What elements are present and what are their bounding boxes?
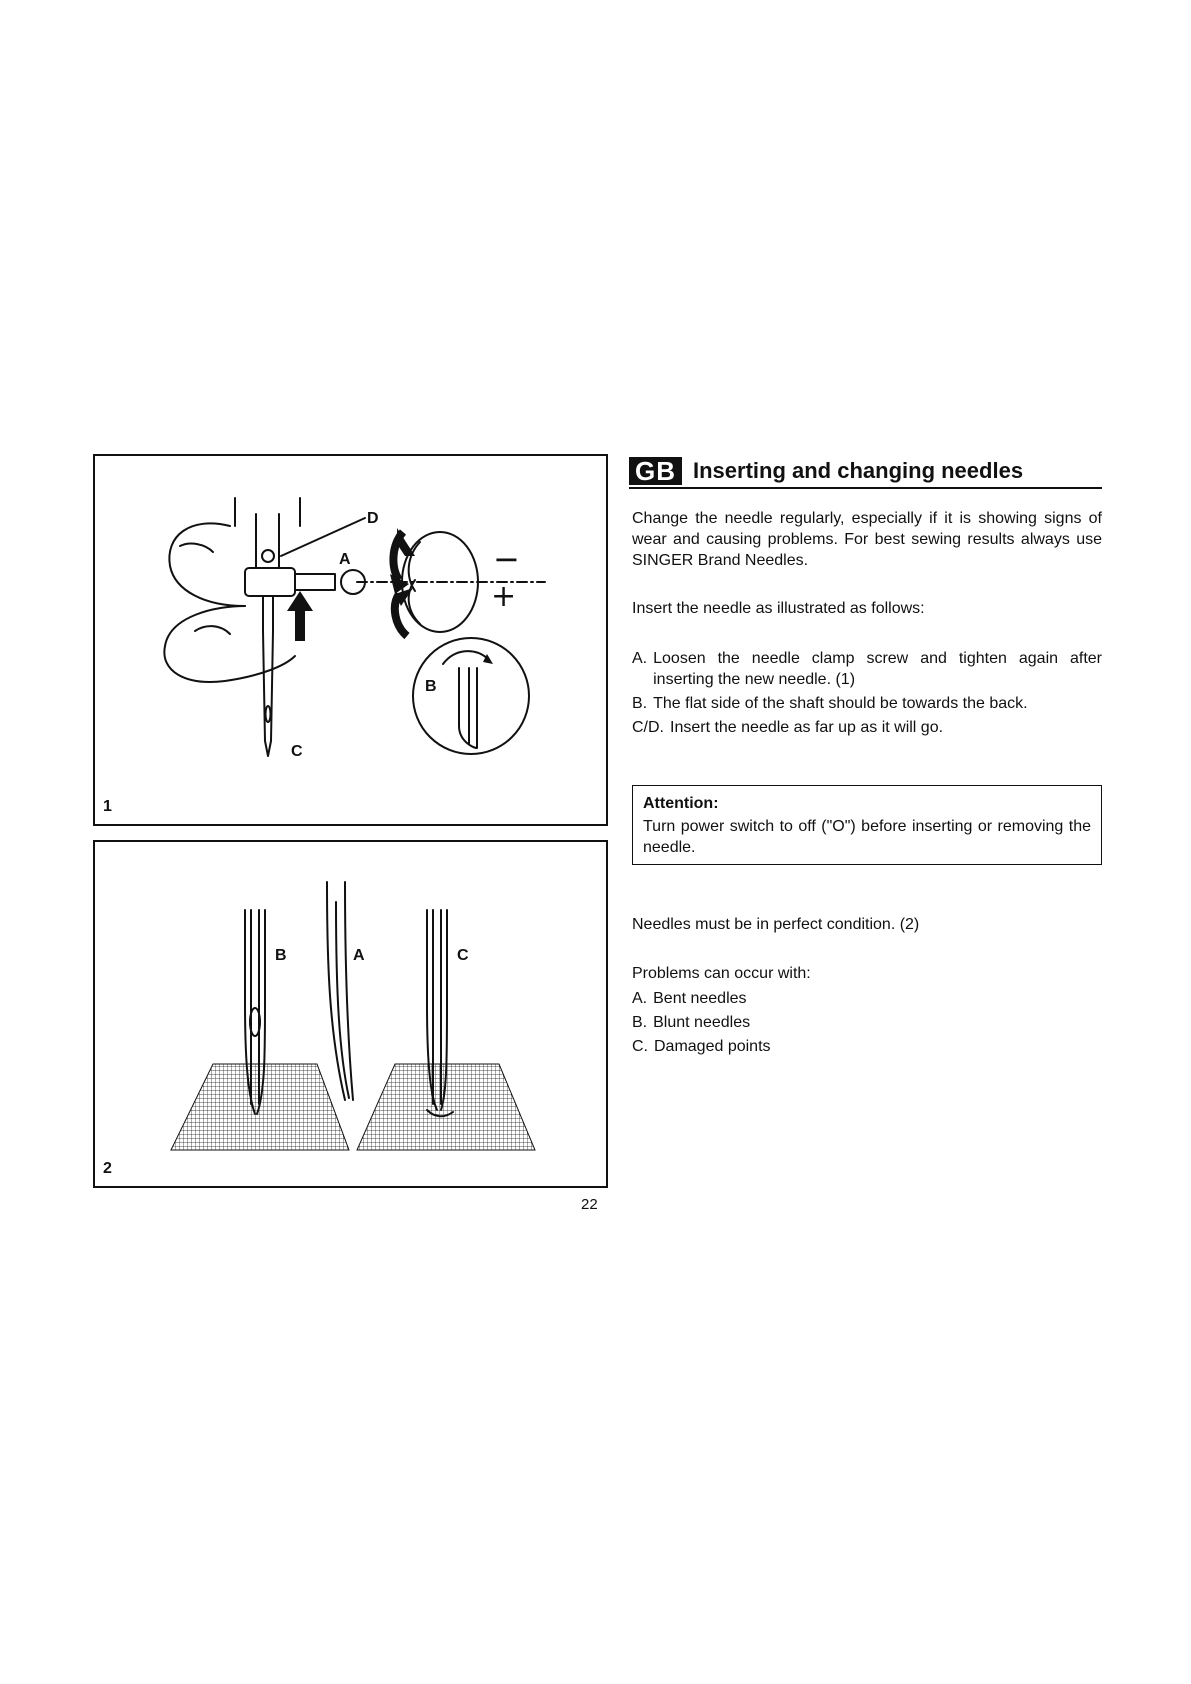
attention-title: Attention: [643, 795, 719, 812]
list-item [632, 1036, 1102, 1057]
problems-intro: Problems can occur with: [632, 965, 811, 982]
label-a: A [339, 551, 351, 568]
label-a: A [353, 947, 365, 964]
step-marker: B. [632, 695, 648, 712]
language-badge: GB [629, 457, 682, 485]
figure-2 [93, 840, 608, 1188]
insert-intro: Insert the needle as illustrated as follows: [632, 600, 925, 617]
problem-text: Bent needles [653, 990, 747, 1007]
problem-marker: B. [632, 1014, 648, 1031]
figure-number: 1 [103, 798, 112, 815]
label-c: C [291, 743, 303, 760]
list-item [632, 648, 1102, 690]
label-d: D [367, 510, 379, 527]
step-text: Loosen the needle clamp screw and tighten again after inserting the new needle. (1) [653, 650, 1102, 688]
attention-box [632, 785, 1102, 865]
label-b: B [275, 947, 287, 964]
problem-marker: A. [632, 990, 648, 1007]
label-b: B [425, 678, 437, 695]
list-item [632, 717, 1102, 738]
figure-number: 2 [103, 1160, 112, 1177]
page-number: 22 [581, 1196, 598, 1213]
attention-body: Turn power switch to off ("O") before inserting or removing the needle. [643, 818, 1091, 856]
page-title: Inserting and changing needles [693, 458, 1024, 483]
list-item [632, 1012, 1102, 1033]
plus-sign: + [491, 579, 517, 614]
figure-1 [93, 454, 608, 826]
steps-list [632, 648, 1102, 738]
list-item [632, 693, 1102, 714]
problem-marker: C. [632, 1038, 648, 1055]
label-c: C [457, 947, 469, 964]
problem-text: Damaged points [654, 1038, 771, 1055]
problem-text: Blunt needles [653, 1014, 751, 1031]
step-marker: A. [632, 650, 648, 667]
needle-condition-illustration [95, 842, 606, 1186]
step-marker: C/D. [632, 719, 664, 736]
problems-list [632, 988, 1102, 1057]
needle-insertion-illustration [95, 456, 606, 824]
intro-paragraph: Change the needle regularly, especially if it is showing signs of wear and causing problems. For best sewing results always use SINGER Brand Needles. [632, 510, 1102, 569]
step-text: Insert the needle as far up as it will go. [670, 719, 944, 736]
minus-sign: − [493, 540, 520, 578]
list-item [632, 988, 1102, 1009]
section-heading [629, 455, 1102, 489]
step-text: The flat side of the shaft should be towards the back. [653, 695, 1028, 712]
condition-text: Needles must be in perfect condition. (2) [632, 916, 920, 933]
